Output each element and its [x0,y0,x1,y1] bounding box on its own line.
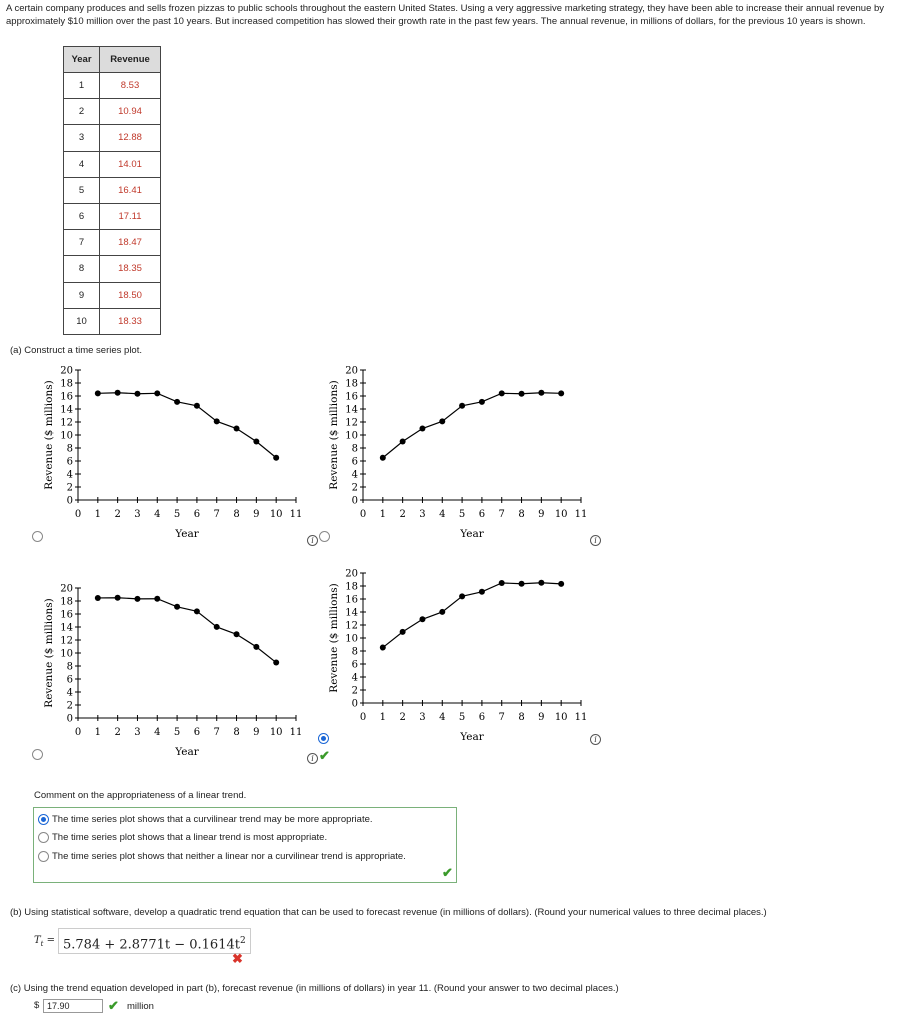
data-point [538,390,544,396]
y-tick-label: 12 [60,417,73,429]
data-point [380,645,386,651]
x-tick-label: 5 [173,509,181,520]
data-point [459,593,465,599]
comment-prompt: Comment on the appropriateness of a linear trend. [34,790,247,801]
year-cell: 6 [64,203,100,229]
x-tick-label: 4 [439,509,446,520]
y-tick-label: 4 [66,469,73,481]
table-row [64,73,161,99]
y-tick-label: 4 [66,687,73,699]
x-tick-label: 7 [498,509,505,520]
series-line [383,583,561,648]
info-icon[interactable]: i [307,753,318,764]
data-point [234,426,240,432]
x-tick-label: 4 [154,727,161,738]
info-icon[interactable]: i [307,535,318,546]
y-tick-label: 16 [60,391,73,403]
dollar-sign: $ [34,1000,40,1011]
x-tick-label: 0 [74,727,82,738]
series-line [383,393,561,458]
x-tick-label: 0 [359,712,367,723]
x-tick-label: 10 [554,712,568,723]
plot-option-4-radio[interactable] [318,733,329,744]
year-cell: 7 [64,230,100,256]
y-tick-label: 20 [345,365,358,377]
data-point [134,391,140,397]
info-icon[interactable]: i [590,734,601,745]
x-tick-label: 11 [574,509,588,520]
comment-choices: The time series plot shows that a curvilinear trend may be more appropriate. The time series plot shows that a linear trend is most appropriate. The time series plot shows that neither a linear nor a curvilinear trend is appropriate. ✔ [33,807,457,883]
x-tick-label: 9 [253,727,260,738]
data-point [174,399,180,405]
y-tick-label: 20 [60,365,73,377]
x-tick-label: 4 [439,712,446,723]
plot-option-2-radio[interactable] [319,531,330,542]
x-tick-label: 5 [458,509,466,520]
revenue-header: Revenue [100,47,161,73]
x-tick-label: 6 [478,712,486,723]
series-line [98,598,276,663]
y-tick-label: 2 [66,700,73,712]
x-tick-label: 9 [253,509,260,520]
x-tick-label: 7 [213,727,220,738]
x-tick-label: 0 [359,509,367,520]
table-row [64,151,161,177]
y-tick-label: 16 [345,594,358,606]
year-cell: 4 [64,151,100,177]
equation-field[interactable]: $5.784 + 2.8771t - 0.1614t^2$ [58,928,251,954]
y-tick-label: 2 [351,482,358,494]
x-tick-label: 3 [134,727,141,738]
y-tick-label: 18 [60,378,73,390]
y-tick-label: 2 [351,685,358,697]
data-point [95,595,101,601]
x-tick-label: 8 [233,509,240,520]
revenue-cell: 10.94 [100,99,161,125]
y-tick-label: 10 [60,648,73,660]
year-cell: 2 [64,99,100,125]
year-cell: 3 [64,125,100,151]
data-point [273,660,279,666]
info-icon[interactable]: i [590,535,601,546]
x-tick-label: 2 [399,712,406,723]
x-tick-label: 4 [154,509,161,520]
data-point [214,624,220,630]
y-tick-label: 18 [60,596,73,608]
table-row [64,203,161,229]
x-tick-label: 10 [269,727,283,738]
table-row [64,282,161,308]
x-tick-label: 2 [399,509,406,520]
plot-option-1-radio[interactable] [32,531,43,542]
x-tick-label: 1 [94,727,102,738]
y-tick-label: 8 [66,443,73,455]
x-tick-label: 11 [289,727,303,738]
data-point [174,604,180,610]
data-point [519,391,525,397]
y-tick-label: 8 [351,443,358,455]
data-point [479,399,485,405]
table-row [64,125,161,151]
table-row [64,256,161,282]
data-point [538,580,544,586]
data-point [558,390,564,396]
y-tick-label: 12 [60,635,73,647]
plot-option-2 [325,360,595,550]
year-cell: 1 [64,73,100,99]
y-tick-label: 14 [345,404,358,416]
table-row [64,230,161,256]
y-tick-label: 0 [66,495,73,507]
data-point [95,390,101,396]
problem-intro: A certain company produces and sells frozen pizzas to public schools throughout the eastern United States. Using a very aggressive marketing strategy, they have been able to increase their annual revenue by approximately $10 million over the past 10 years. But increased competition has slowed their growth rate in the past few years. The annual revenue, in millions of dollars, for the previous 10 years is shown. [6,3,885,27]
y-tick-label: 2 [66,482,73,494]
y-tick-label: 16 [60,609,73,621]
table-row [64,308,161,334]
revenue-cell: 18.47 [100,230,161,256]
y-tick-label: 16 [345,391,358,403]
y-axis-label: Revenue ($ millions) [43,598,55,708]
year-cell: 8 [64,256,100,282]
x-tick-label: 8 [518,712,525,723]
x-axis-label: Year [460,528,484,540]
revenue-table [63,46,161,335]
year-header: Year [64,47,100,73]
y-tick-label: 10 [60,430,73,442]
forecast-input[interactable]: 17.90 [43,999,103,1013]
plot-option-3 [40,578,310,768]
x-tick-label: 3 [419,509,426,520]
data-point [419,426,425,432]
x-axis-label: Year [460,731,484,743]
revenue-cell: 8.53 [100,73,161,99]
part-a-label: (a) Construct a time series plot. [10,345,142,356]
data-point [400,439,406,445]
series-line [98,393,276,458]
revenue-cell: 18.35 [100,256,161,282]
y-tick-label: 8 [351,646,358,658]
data-point [214,418,220,424]
year-cell: 5 [64,177,100,203]
x-tick-label: 9 [538,509,545,520]
y-tick-label: 6 [66,456,73,468]
x-tick-label: 10 [554,509,568,520]
data-point [479,589,485,595]
y-tick-label: 4 [351,672,358,684]
data-point [154,596,160,602]
y-tick-label: 4 [351,469,358,481]
data-point [499,580,505,586]
year-cell: 9 [64,282,100,308]
choice-radio[interactable] [38,814,49,825]
data-point [134,596,140,602]
y-axis-label: Revenue ($ millions) [43,380,55,490]
x-axis-label: Year [175,746,199,758]
y-tick-label: 8 [66,661,73,673]
data-point [253,439,259,445]
x-tick-label: 2 [114,509,121,520]
trend-label: $T_t$ = [34,935,56,948]
y-tick-label: 6 [351,659,358,671]
x-tick-label: 3 [134,509,141,520]
y-tick-label: 18 [345,378,358,390]
x-tick-label: 2 [114,727,121,738]
revenue-cell: 12.88 [100,125,161,151]
plot-option-3-radio[interactable] [32,749,43,760]
y-tick-label: 10 [345,430,358,442]
table-row [64,177,161,203]
correct-check-icon: ✔ [108,998,119,1013]
data-point [253,644,259,650]
data-point [154,390,160,396]
y-tick-label: 0 [351,698,358,710]
y-tick-label: 20 [60,583,73,595]
x-tick-label: 8 [518,509,525,520]
data-point [400,629,406,635]
x-tick-label: 6 [478,509,486,520]
x-tick-label: 11 [289,509,303,520]
x-tick-label: 7 [498,712,505,723]
y-axis-label: Revenue ($ millions) [328,380,340,490]
y-tick-label: 20 [345,568,358,580]
y-tick-label: 6 [66,674,73,686]
data-point [194,608,200,614]
data-point [558,581,564,587]
revenue-cell: 18.50 [100,282,161,308]
revenue-cell: 17.11 [100,203,161,229]
y-tick-label: 0 [351,495,358,507]
data-point [273,455,279,461]
y-tick-label: 14 [60,404,73,416]
part-b-label: (b) Using statistical software, develop a quadratic trend equation that can be used to forecast revenue (in millions of dollars). (Round your numerical values to three decimal places.) [10,907,767,918]
y-tick-label: 6 [351,456,358,468]
x-tick-label: 1 [379,509,387,520]
data-point [380,455,386,461]
correct-check-icon: ✔ [319,748,330,763]
x-tick-label: 6 [193,727,201,738]
x-tick-label: 9 [538,712,545,723]
part-c-label: (c) Using the trend equation developed in part (b), forecast revenue (in millions of dollars) in year 11. (Round your answer to two decimal places.) [10,983,619,994]
x-tick-label: 5 [173,727,181,738]
y-axis-label: Revenue ($ millions) [328,583,340,693]
table-row [64,99,161,125]
y-tick-label: 14 [60,622,73,634]
y-tick-label: 10 [345,633,358,645]
data-point [519,581,525,587]
x-tick-label: 0 [74,509,82,520]
x-tick-label: 1 [94,509,102,520]
x-tick-label: 8 [233,727,240,738]
unit-label: million [127,1001,154,1012]
data-point [439,609,445,615]
year-cell: 10 [64,308,100,334]
plot-option-1 [40,360,310,550]
x-tick-label: 7 [213,509,220,520]
revenue-cell: 16.41 [100,177,161,203]
choice-radio[interactable] [38,832,49,843]
data-point [459,403,465,409]
y-tick-label: 18 [345,581,358,593]
data-point [234,631,240,637]
x-tick-label: 5 [458,712,466,723]
data-point [499,390,505,396]
data-point [115,390,121,396]
x-tick-label: 10 [269,509,283,520]
x-tick-label: 6 [193,509,201,520]
data-point [115,595,121,601]
data-point [419,616,425,622]
revenue-cell: 18.33 [100,308,161,334]
data-point [439,418,445,424]
x-axis-label: Year [175,528,199,540]
incorrect-cross-icon: ✖ [232,951,243,966]
y-tick-label: 12 [345,620,358,632]
x-tick-label: 11 [574,712,588,723]
data-point [194,403,200,409]
choice-radio[interactable] [38,851,49,862]
y-tick-label: 0 [66,713,73,725]
y-tick-label: 14 [345,607,358,619]
x-tick-label: 3 [419,712,426,723]
y-tick-label: 12 [345,417,358,429]
correct-check-icon: ✔ [442,865,453,880]
revenue-cell: 14.01 [100,151,161,177]
plot-option-4 [325,563,595,753]
x-tick-label: 1 [379,712,387,723]
